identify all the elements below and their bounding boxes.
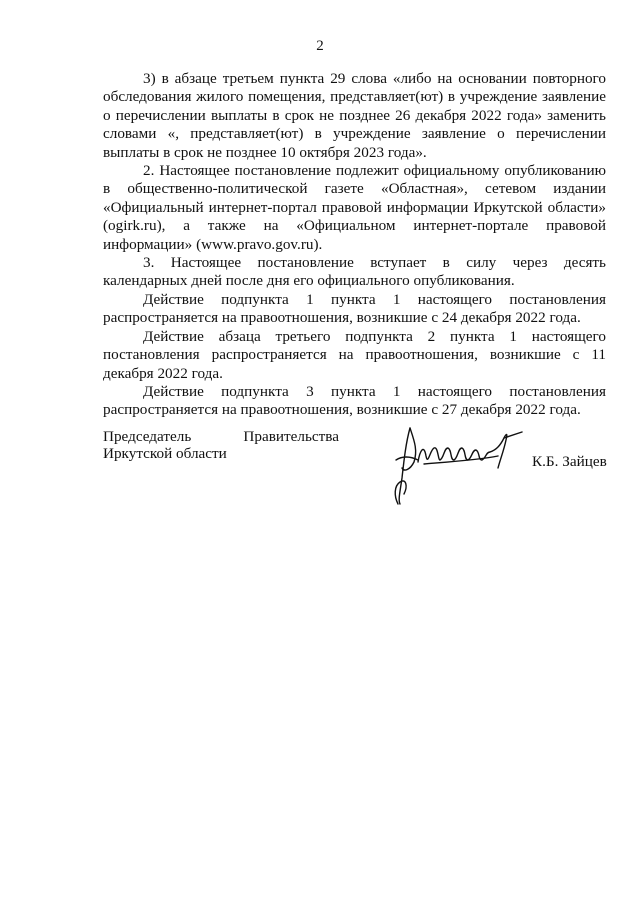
document-body (103, 70, 606, 420)
handwritten-signature-icon (388, 420, 538, 510)
page-number: 2 (316, 38, 324, 54)
paragraph-effect-subitem-2: Действие абзаца третьего подпункта 2 пункта 1 настоящего постановления распространяется на правоотношения, возникшие с 11 декабря 2022 года. (103, 327, 606, 382)
paragraph-publication: 2. Настоящее постановление подлежит официальному опубликованию в общественно-политической газете «Областная», сетевом издании «Официальный интернет-портал правовой информации Иркутской области» (ogirk.ru), а также на «Официальном интернет-портале правовой информации» (www.pravo.gov.ru). (103, 162, 606, 253)
paragraph-item-3-amendment: 3) в абзаце третьем пункта 29 слова «либо на основании повторного обследования жилого помещения, представляет(ют) в учреждение заявление о перечислении выплаты в срок не позднее 26 декабря 2022 года» заменить словами «, представляет(ют) в учреждение заявление о перечислении выплаты в срок не позднее 10 октября 2023 года». (103, 70, 606, 161)
signatory-position-line-2: Иркутской области (103, 445, 227, 462)
signatory-position-word-2: Правительства (243, 428, 339, 445)
paragraph-effect-subitem-3: Действие подпункта 3 пункта 1 настоящего постановления распространяется на правоотношения, возникшие с 27 декабря 2022 года. (103, 382, 606, 419)
paragraph-effect-subitem-1: Действие подпункта 1 пункта 1 настоящего постановления распространяется на правоотношения, возникшие с 24 декабря 2022 года. (103, 290, 606, 327)
signatory-name: К.Б. Зайцев (532, 453, 607, 470)
signatory-position-word-1: Председатель (103, 428, 192, 445)
paragraph-entry-into-force: 3. Настоящее постановление вступает в силу через десять календарных дней после дня его официального опубликования. (103, 254, 606, 290)
signature-block (103, 428, 623, 518)
signatory-position-line-1 (103, 428, 339, 446)
